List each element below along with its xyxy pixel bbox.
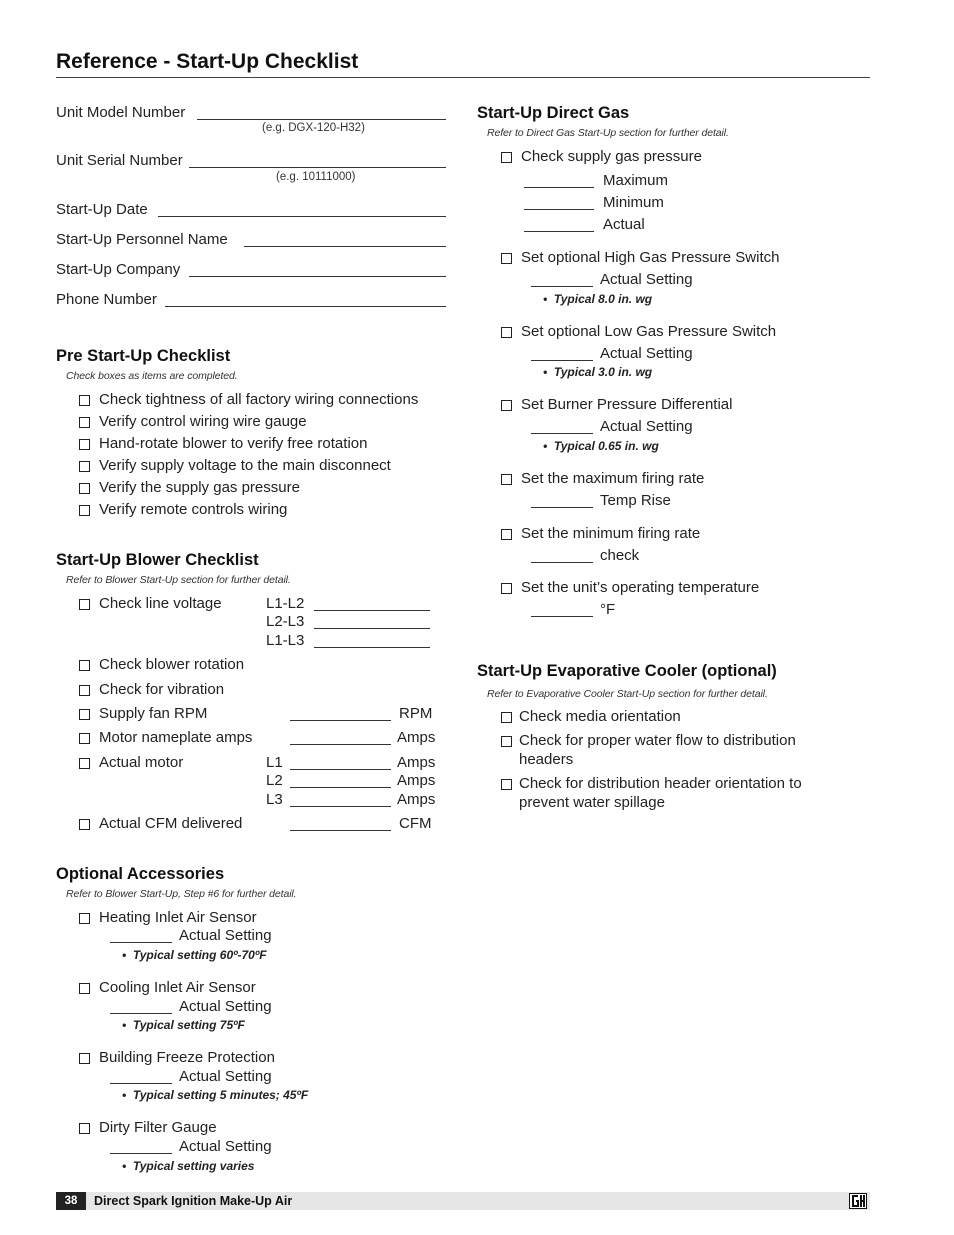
- checkbox[interactable]: [79, 913, 90, 924]
- setting-field[interactable]: [531, 286, 593, 287]
- checkbox[interactable]: [79, 505, 90, 516]
- direct-gas-note: Refer to Direct Gas Start-Up section for further detail.: [487, 127, 729, 139]
- actual-setting-label: Actual Setting: [600, 271, 693, 288]
- leg-field[interactable]: [290, 769, 391, 770]
- water-flow-item-cont: headers: [519, 751, 574, 768]
- checkbox[interactable]: [79, 439, 90, 450]
- cfm-field[interactable]: [290, 830, 391, 831]
- actual-setting-label: Actual Setting: [179, 927, 272, 944]
- temperature-field[interactable]: [531, 616, 593, 617]
- deg-f-label: °F: [600, 601, 616, 618]
- setting-field[interactable]: [531, 433, 593, 434]
- typical-note: • Typical 8.0 in. wg: [543, 292, 653, 306]
- phase-field[interactable]: [314, 647, 430, 648]
- amps-unit: Amps: [397, 772, 436, 789]
- amps-unit: Amps: [397, 791, 436, 808]
- setting-field[interactable]: [110, 1153, 172, 1154]
- blower-note: Refer to Blower Start-Up section for further detail.: [66, 574, 291, 586]
- pressure-field[interactable]: [524, 187, 594, 188]
- leg-label: L1: [266, 754, 283, 771]
- pressure-level: Actual: [603, 216, 645, 233]
- setting-field[interactable]: [110, 1013, 172, 1014]
- unit-serial-example: (e.g. 10111000): [276, 171, 356, 183]
- pressure-field[interactable]: [524, 231, 594, 232]
- amps-unit: Amps: [397, 729, 436, 746]
- check-label: check: [600, 547, 640, 564]
- company-field[interactable]: [189, 276, 446, 277]
- checkbox[interactable]: [79, 417, 90, 428]
- typical-note: • Typical setting 5 minutes; 45ºF: [122, 1088, 309, 1102]
- fan-rpm-field[interactable]: [290, 720, 391, 721]
- phase-label: L2-L3: [266, 613, 305, 630]
- checkbox[interactable]: [79, 819, 90, 830]
- checkbox[interactable]: [79, 983, 90, 994]
- phase-label: L1-L2: [266, 595, 305, 612]
- phase-field[interactable]: [314, 628, 430, 629]
- unit-model-example: (e.g. DGX-120-H32): [262, 122, 365, 134]
- evap-cooler-heading: Start-Up Evaporative Cooler (optional): [477, 662, 777, 680]
- accessories-note: Refer to Blower Start-Up, Step #6 for further detail.: [66, 888, 297, 900]
- setting-field[interactable]: [531, 360, 593, 361]
- actual-setting-label: Actual Setting: [179, 998, 272, 1015]
- blower-heading: Start-Up Blower Checklist: [56, 551, 259, 569]
- actual-setting-label: Actual Setting: [179, 1138, 272, 1155]
- checkbox[interactable]: [501, 474, 512, 485]
- checkbox[interactable]: [501, 583, 512, 594]
- checkbox[interactable]: [501, 327, 512, 338]
- actual-setting-label: Actual Setting: [179, 1068, 272, 1085]
- startup-date-field[interactable]: [158, 216, 446, 217]
- accessories-heading: Optional Accessories: [56, 865, 225, 883]
- page-title: Reference - Start-Up Checklist: [56, 50, 359, 73]
- checkbox[interactable]: [79, 660, 90, 671]
- actual-setting-label: Actual Setting: [600, 345, 693, 362]
- direct-gas-heading: Start-Up Direct Gas: [477, 104, 630, 122]
- checkbox[interactable]: [501, 400, 512, 411]
- checkbox[interactable]: [79, 1053, 90, 1064]
- temp-rise-field[interactable]: [531, 507, 593, 508]
- checkbox[interactable]: [79, 599, 90, 610]
- leg-label: L2: [266, 772, 283, 789]
- checkbox[interactable]: [501, 736, 512, 747]
- temp-rise-label: Temp Rise: [600, 492, 671, 509]
- typical-note: • Typical setting 75ºF: [122, 1018, 245, 1032]
- phase-field[interactable]: [314, 610, 430, 611]
- checkbox[interactable]: [79, 461, 90, 472]
- evap-cooler-note: Refer to Evaporative Cooler Start-Up section for further detail.: [487, 688, 768, 700]
- checkbox[interactable]: [79, 709, 90, 720]
- checkbox[interactable]: [79, 733, 90, 744]
- brand-logo-icon: [849, 1193, 867, 1209]
- typical-note: • Typical 0.65 in. wg: [543, 439, 659, 453]
- pressure-field[interactable]: [524, 209, 594, 210]
- personnel-field[interactable]: [244, 246, 446, 247]
- checkbox[interactable]: [501, 529, 512, 540]
- unit-model-field[interactable]: [197, 119, 446, 120]
- unit-serial-label: Unit Serial Number: [56, 152, 183, 169]
- amps-unit: Amps: [397, 754, 436, 771]
- rpm-unit: RPM: [399, 705, 433, 722]
- cfm-unit: CFM: [399, 815, 432, 832]
- checkbox[interactable]: [79, 685, 90, 696]
- leg-field[interactable]: [290, 806, 391, 807]
- phase-label: L1-L3: [266, 632, 305, 649]
- checkbox[interactable]: [501, 712, 512, 723]
- pre-startup-heading: Pre Start-Up Checklist: [56, 347, 231, 365]
- personnel-label: Start-Up Personnel Name: [56, 231, 228, 248]
- typical-note: • Typical setting 60º-70ºF: [122, 948, 267, 962]
- leg-field[interactable]: [290, 787, 391, 788]
- pressure-level: Minimum: [603, 194, 664, 211]
- company-label: Start-Up Company: [56, 261, 181, 278]
- phone-field[interactable]: [165, 306, 446, 307]
- footer-title: Direct Spark Ignition Make-Up Air: [94, 1194, 293, 1208]
- startup-date-label: Start-Up Date: [56, 201, 148, 218]
- nameplate-amps-field[interactable]: [290, 744, 391, 745]
- title-divider: [56, 77, 870, 78]
- checkbox[interactable]: [79, 758, 90, 769]
- leg-label: L3: [266, 791, 283, 808]
- checkbox[interactable]: [501, 253, 512, 264]
- setting-field[interactable]: [110, 1083, 172, 1084]
- checkbox[interactable]: [501, 779, 512, 790]
- check-field[interactable]: [531, 562, 593, 563]
- pressure-level: Maximum: [603, 172, 669, 189]
- checkbox[interactable]: [501, 152, 512, 163]
- setting-field[interactable]: [110, 942, 172, 943]
- typical-note: • Typical setting varies: [122, 1159, 255, 1173]
- checkbox[interactable]: [79, 395, 90, 406]
- typical-note: • Typical 3.0 in. wg: [543, 365, 653, 379]
- header-orientation-item-cont: prevent water spillage: [519, 794, 665, 811]
- unit-serial-field[interactable]: [189, 167, 446, 168]
- checkbox[interactable]: [79, 483, 90, 494]
- actual-setting-label: Actual Setting: [600, 418, 693, 435]
- pre-startup-note: Check boxes as items are completed.: [66, 370, 238, 382]
- checkbox[interactable]: [79, 1123, 90, 1134]
- page-number: 38: [56, 1192, 86, 1210]
- unit-model-label: Unit Model Number: [56, 104, 186, 121]
- phone-label: Phone Number: [56, 291, 157, 308]
